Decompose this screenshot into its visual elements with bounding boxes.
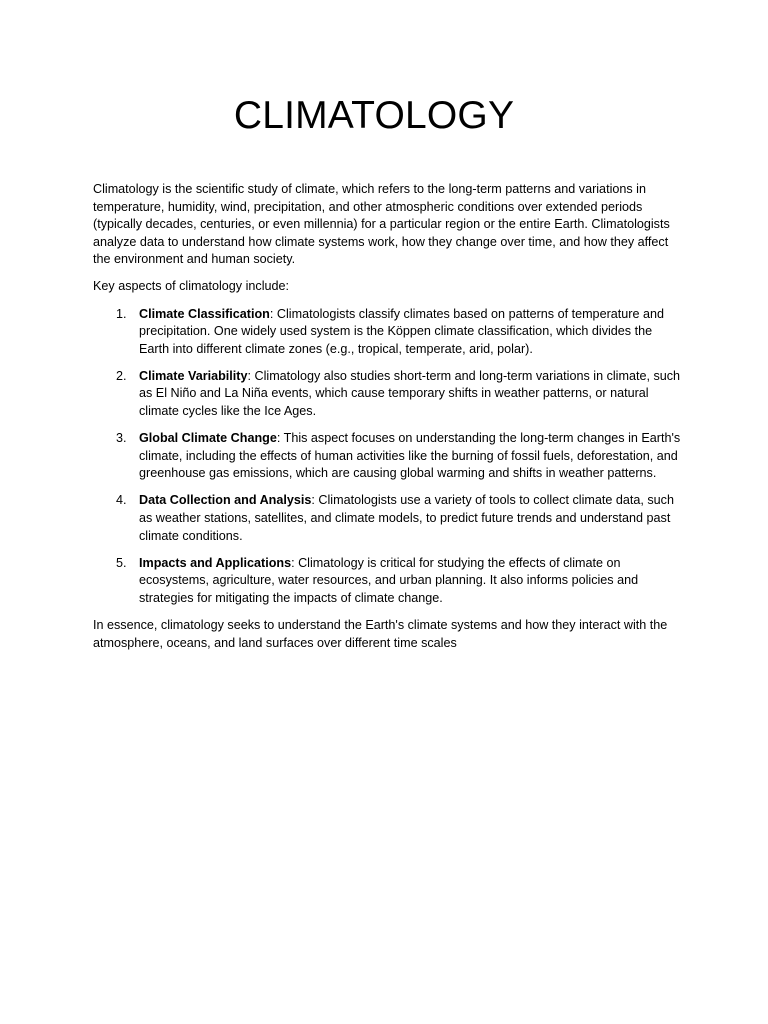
- list-item-number: 4.: [116, 493, 127, 508]
- list-item-term: Data Collection and Analysis: [139, 493, 312, 508]
- list-item: [93, 430, 683, 483]
- list-item-term: Climate Variability: [139, 368, 248, 383]
- list-item: [93, 492, 683, 545]
- list-item-number: 5.: [116, 555, 127, 570]
- list-item-text: : Climatologists use a variety of tools to collect climate data, such as weather stations, satellites, and climate models, to predict future trends and understand past climate conditions.: [139, 493, 674, 543]
- list-item-text: : This aspect focuses on understanding the long-term changes in Earth's climate, including the effects of human activities like the burning of fossil fuels, deforestation, and greenhouse gas emissions, which are causing global warming and shifts in weather patterns.: [139, 431, 681, 481]
- list-item-term: Global Climate Change: [139, 431, 277, 446]
- list-item: [93, 368, 683, 421]
- aspects-heading: Key aspects of climatology include:: [93, 279, 290, 294]
- aspects-list: [93, 306, 683, 608]
- list-item-number: 3.: [116, 431, 127, 446]
- document-title: CLIMATOLOGY: [233, 94, 515, 137]
- list-item-term: Climate Classification: [139, 306, 270, 321]
- list-item-text: : Climatology also studies short-term and long-term variations in climate, such as El Niño and La Niña events, which cause temporary shifts in weather patterns, or natural climate cycles like the Ice Ages.: [139, 368, 681, 419]
- list-item-number: 1.: [116, 306, 127, 321]
- list-item-text: : Climatologists classify climates based on patterns of temperature and precipitation. One widely used system is the Köppen climate classification, which divides the Earth into different climate zones (e.g., tropical, temperate, arid, polar).: [139, 306, 664, 356]
- list-item-term: Impacts and Applications: [139, 555, 292, 570]
- list-item: [93, 306, 683, 359]
- document-body: [93, 181, 683, 662]
- conclusion-paragraph: In essence, climatology seeks to understand the Earth's climate systems and how they interact with the atmosphere, oceans, and land surfaces over different time scales: [93, 617, 668, 650]
- intro-paragraph: Climatology is the scientific study of climate, which refers to the long-term patterns and variations in temperature, humidity, wind, precipitation, and other atmospheric conditions over extended periods (typically decades, centuries, or even millennia) for a particular region or the entire Earth. Climatologists analyze data to understand how climate systems work, how they change over time, and how they affect the environment and human society.: [93, 182, 670, 267]
- list-item-number: 2.: [116, 368, 127, 383]
- list-item: [93, 555, 683, 608]
- list-item-text: : Climatology is critical for studying the effects of climate on ecosystems, agriculture, water resources, and urban planning. It also informs policies and strategies for mitigating the impacts of climate change.: [139, 555, 639, 605]
